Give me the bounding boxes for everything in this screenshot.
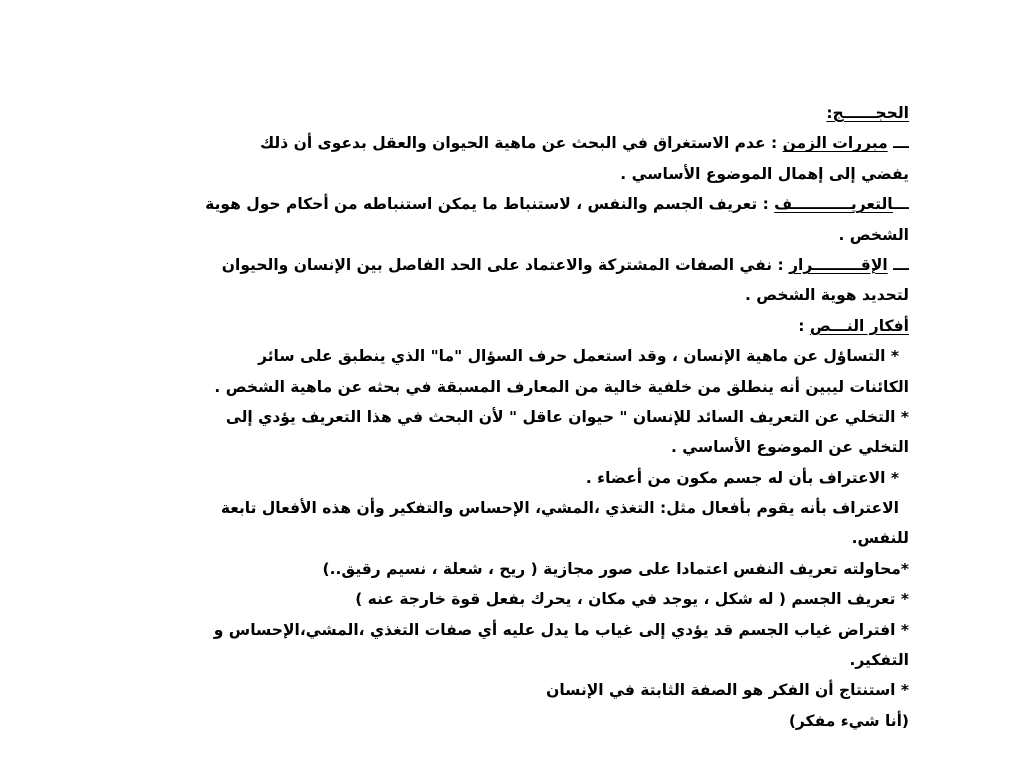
arguments-heading: الحجــــــج: (826, 104, 909, 122)
idea-5-line: *محاولته تعريف النفس اعتمادا على صور مجازية ( ريح ، شعلة ، نسيم رقيق..) (322, 559, 909, 578)
definition-label: التعريـــــــــــف (774, 195, 894, 214)
idea-2-line-1: * التخلي عن التعريف السائد للإنسان " حيوان عاقل " لأن البحث في هذا التعريف يؤدي إلى (225, 407, 909, 426)
idea-7-line-1: * افتراض غياب الجسم قد يؤدي إلى غياب ما يدل عليه أي صفات التغذي ،المشي،الإحساس و (213, 620, 909, 639)
affirmation-label: الإقـــــــــرار (789, 255, 888, 274)
idea-6-line: * تعريف الجسم ( له شكل ، يوجد في مكان ، يحرك بفعل قوة خارجة عنه ) (355, 590, 909, 609)
idea-9-line: (أنا شيء مفكر) (788, 711, 909, 730)
text-ideas-heading-line (129, 311, 909, 341)
idea-8-line: * استنتاج أن الفكر هو الصفة الثابتة في الإنسان (546, 681, 909, 700)
idea-2-line-2: التخلي عن الموضوع الأساسي . (670, 438, 909, 457)
affirmation-line-2: لتحديد هوية الشخص . (744, 286, 909, 305)
text-ideas-colon: : (798, 316, 810, 335)
arguments-heading-line (129, 98, 909, 128)
definition-line-2: الشخص . (838, 225, 909, 244)
time-justifications-text: : عدم الاستغراق في البحث عن ماهية الحيوان والعقل بدعوى أن ذلك (260, 134, 783, 153)
definition-line-1 (129, 189, 909, 219)
idea-7-line-2: التفكير. (849, 651, 909, 670)
idea-1-line-1: * التساؤل عن ماهية الإنسان ، وقد استعمل حرف السؤال "ما" الذي ينطبق على سائر (258, 347, 899, 366)
bullet-dash: ـــ (893, 134, 909, 153)
idea-4-line-1: الاعتراف بأنه يقوم بأفعال مثل: التغذي ،المشي، الإحساس والتفكير وأن هذه الأفعال تابعة (220, 499, 899, 518)
text-ideas-heading: أفكار النـــص (809, 316, 909, 335)
time-justifications-line-2: يفضي إلى إهمال الموضوع الأساسي . (620, 164, 909, 183)
bullet-dash: ـــ (893, 195, 909, 214)
affirmation-text: : نفي الصفات المشتركة والاعتماد على الحد الفاصل بين الإنسان والحيوان (221, 255, 790, 274)
document-text-block (129, 98, 909, 736)
idea-3-line: * الاعتراف بأن له جسم مكون من أعضاء . (585, 468, 899, 487)
time-justifications-label: مبررات الزمن (782, 134, 888, 153)
bullet-dash: ـــ (893, 255, 909, 274)
idea-4-line-2: للنفس. (851, 529, 909, 548)
time-justifications-line-1 (129, 128, 909, 158)
definition-text: : تعريف الجسم والنفس ، لاستنباط ما يمكن استنباطه من أحكام حول هوية (205, 195, 775, 214)
affirmation-line-1 (129, 250, 909, 280)
idea-1-line-2: الكائنات ليبين أنه ينطلق من خلفية خالية من المعارف المسبقة في بحثه عن ماهية الشخص . (214, 377, 909, 396)
